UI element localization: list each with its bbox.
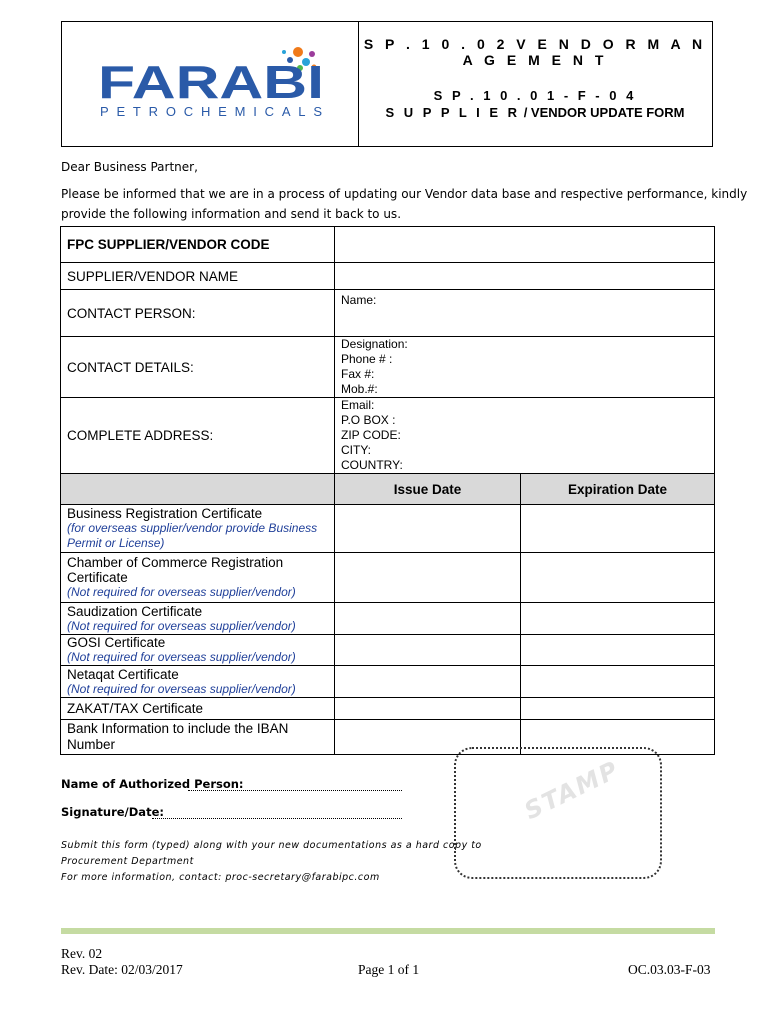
address-fields[interactable]	[335, 398, 715, 474]
stamp-box	[454, 747, 662, 879]
cert-netaqat	[61, 666, 335, 698]
expiration-date-cell[interactable]	[521, 698, 715, 720]
row-contact-details	[61, 337, 715, 398]
vendor-form-table	[60, 226, 715, 755]
farabi-logo	[94, 40, 330, 128]
cert-note: (Not required for overseas supplier/vendor)	[67, 585, 296, 599]
col-expiration-date: Expiration Date	[521, 474, 715, 505]
email-label: Email:	[341, 398, 375, 412]
label-contact-person: CONTACT PERSON:	[61, 290, 335, 337]
form-title-spaced: S U P P L I E R	[385, 105, 521, 120]
expiration-date-cell[interactable]	[521, 635, 715, 666]
phone-label: Phone # :	[341, 352, 393, 366]
expiration-date-cell[interactable]	[521, 505, 715, 553]
cert-zakat-tax: ZAKAT/TAX Certificate	[61, 698, 335, 720]
cert-row	[61, 666, 715, 698]
zip-label: ZIP CODE:	[341, 428, 401, 442]
row-vendor-name	[61, 263, 715, 290]
cert-note: (for overseas supplier/vendor provide Business Permit or License)	[67, 521, 318, 550]
issue-date-cell[interactable]	[335, 505, 521, 553]
designation-label: Designation:	[341, 337, 408, 351]
cert-note: (Not required for overseas supplier/vendor)	[67, 618, 296, 633]
cert-row	[61, 698, 715, 720]
footer-divider	[61, 928, 715, 934]
form-title-rest: / VENDOR UPDATE FORM	[520, 105, 685, 120]
input-vendor-name[interactable]	[335, 263, 715, 290]
intro-line-2: provide the following information and send it back to us.	[61, 207, 402, 221]
logo-name: FARABI	[98, 56, 324, 108]
label-address: COMPLETE ADDRESS:	[61, 398, 335, 474]
row-date-headers	[61, 474, 715, 505]
cert-name: GOSI Certificate	[67, 635, 166, 650]
cert-row	[61, 635, 715, 666]
cert-business-registration	[61, 505, 335, 553]
authorized-person-line[interactable]	[188, 790, 402, 791]
header-divider	[358, 21, 359, 147]
cert-chamber-of-commerce	[61, 553, 335, 603]
cert-name: Chamber of Commerce Registration Certificate	[67, 555, 284, 585]
doc-title: S P . 1 0 . 0 2 V E N D O R M A N A G E M E N T	[363, 36, 707, 68]
cert-saudization	[61, 603, 335, 635]
form-title	[362, 105, 708, 120]
label-vendor-code: FPC SUPPLIER/VENDOR CODE	[61, 227, 335, 263]
issue-date-cell[interactable]	[335, 698, 521, 720]
contact-note: For more information, contact: proc-secretary@farabipc.com	[61, 872, 380, 883]
footer-rev: Rev. 02	[61, 946, 103, 961]
cert-row	[61, 553, 715, 603]
cert-name: Business Registration Certificate	[67, 506, 263, 521]
cert-header-blank	[61, 474, 335, 505]
issue-date-cell[interactable]	[335, 635, 521, 666]
fax-label: Fax #:	[341, 367, 375, 381]
contact-details-fields[interactable]	[335, 337, 715, 398]
cert-note: (Not required for overseas supplier/vendor)	[67, 650, 296, 664]
row-vendor-code	[61, 227, 715, 263]
col-issue-date: Issue Date	[335, 474, 521, 505]
cert-name: Saudization Certificate	[67, 603, 203, 619]
intro-line-1: Please be informed that we are in a process of updating our Vendor data base and respective performance, kindly	[61, 187, 748, 201]
country-label: COUNTRY:	[341, 458, 403, 472]
expiration-date-cell[interactable]	[521, 603, 715, 635]
expiration-date-cell[interactable]	[521, 553, 715, 603]
logo-subtitle: PETROCHEMICALS	[100, 104, 322, 119]
greeting: Dear Business Partner,	[61, 160, 198, 174]
signature-date-label: Signature/Date:	[61, 805, 164, 819]
input-vendor-code[interactable]	[335, 227, 715, 263]
row-address	[61, 398, 715, 474]
cert-gosi	[61, 635, 335, 666]
cert-name: Netaqat Certificate	[67, 666, 179, 682]
cert-row	[61, 505, 715, 553]
pobox-label: P.O BOX :	[341, 413, 396, 427]
issue-date-cell[interactable]	[335, 603, 521, 635]
city-label: CITY:	[341, 443, 372, 457]
form-code: S P . 1 0 . 0 1 - F - 0 4	[433, 88, 637, 103]
footer-doc-code: OC.03.03-F-03	[628, 962, 711, 977]
row-contact-person	[61, 290, 715, 337]
signature-date-line[interactable]	[152, 818, 402, 819]
expiration-date-cell[interactable]	[521, 666, 715, 698]
mobile-label: Mob.#:	[341, 382, 378, 396]
contact-name-label: Name:	[341, 293, 377, 307]
submit-note-line-2: Procurement Department	[61, 856, 194, 867]
issue-date-cell[interactable]	[335, 553, 521, 603]
issue-date-cell[interactable]	[335, 666, 521, 698]
input-contact-person-name[interactable]	[335, 290, 715, 337]
cert-bank-information: Bank Information to include the IBAN Number	[61, 720, 335, 755]
label-contact-details: CONTACT DETAILS:	[61, 337, 335, 398]
authorized-person-label: Name of Authorized Person:	[61, 777, 244, 791]
footer-page: Page 1 of 1	[358, 962, 420, 977]
cert-note: (Not required for overseas supplier/vendor)	[67, 681, 296, 696]
submit-note-line-1: Submit this form (typed) along with your new documentations as a hard copy to	[61, 840, 482, 851]
stamp-watermark: STAMP	[520, 755, 624, 826]
label-vendor-name: SUPPLIER/VENDOR NAME	[61, 263, 335, 290]
footer-rev-date: Rev. Date: 02/03/2017	[61, 962, 183, 977]
cert-row	[61, 603, 715, 635]
